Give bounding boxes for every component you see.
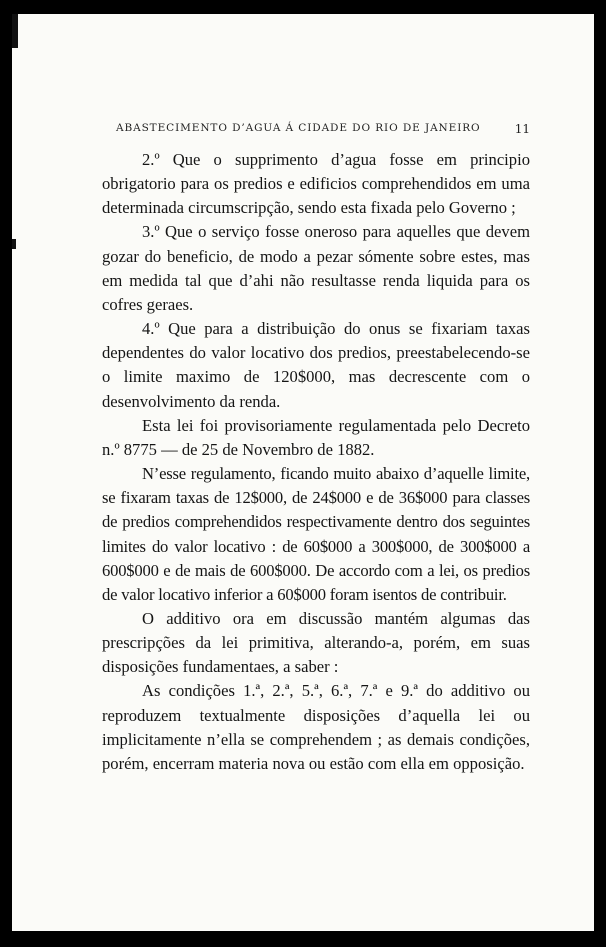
- paragraph: 3.º Que o serviço fosse oneroso para aquelles que devem gozar do beneficio, de modo a pezar sómente sobre estes, mas em medida tal que d’ahi não resultasse renda liquida para os cofres geraes.: [102, 222, 530, 314]
- page-number: 11: [514, 122, 530, 136]
- paragraph: N’esse regulamento, ficando muito abaixo d’aquelle limite, se fixaram taxas de 12$000, de 24$000 e de 36$000 para classes de predios comprehendidos respectivamente dentro dos seguintes limites do valor locativo : de 60$000 a 300$000, de 300$000 a 600$000 e de mais de 600$000. De accordo com a lei, os predios de valor locativo inferior a 60$000 foram isentos de contribuir.: [102, 464, 530, 604]
- paragraph: Esta lei foi provisoriamente regulamentada pelo Decreto n.º 8775 — de 25 de Novembro de 1882.: [102, 415, 530, 459]
- scan-edge-mark: [12, 14, 18, 48]
- running-head-title: ABASTECIMENTO D’AGUA Á CIDADE DO RIO DE JANEIRO: [116, 122, 481, 134]
- running-head: [116, 122, 530, 136]
- scanned-page: [12, 14, 594, 931]
- scan-edge-mark: [12, 239, 16, 249]
- paragraph: O additivo ora em discussão mantém algumas das prescripções da lei primitiva, alterando-a, porém, em suas disposições fundamentaes, a saber :: [102, 608, 530, 677]
- body-text: [102, 148, 530, 776]
- paragraph: As condições 1.ª, 2.ª, 5.ª, 6.ª, 7.ª e 9.ª do additivo ou reproduzem textualmente disposições d’aquella lei ou implicitamente n’ella se comprehendem ; as demais condições, porém, encerram materia nova ou estão com ella em opposição.: [102, 681, 530, 773]
- paragraph: 4.º Que para a distribuição do onus se fixariam taxas dependentes do valor locativo dos predios, preestabelecendo-se o limite maximo de 120$000, mas decrescente com o desenvolvimento da renda.: [102, 319, 530, 411]
- paragraph: 2.º Que o supprimento d’agua fosse em principio obrigatorio para os predios e edificios comprehendidos em uma determinada circumscripção, sendo esta fixada pelo Governo ;: [102, 150, 530, 218]
